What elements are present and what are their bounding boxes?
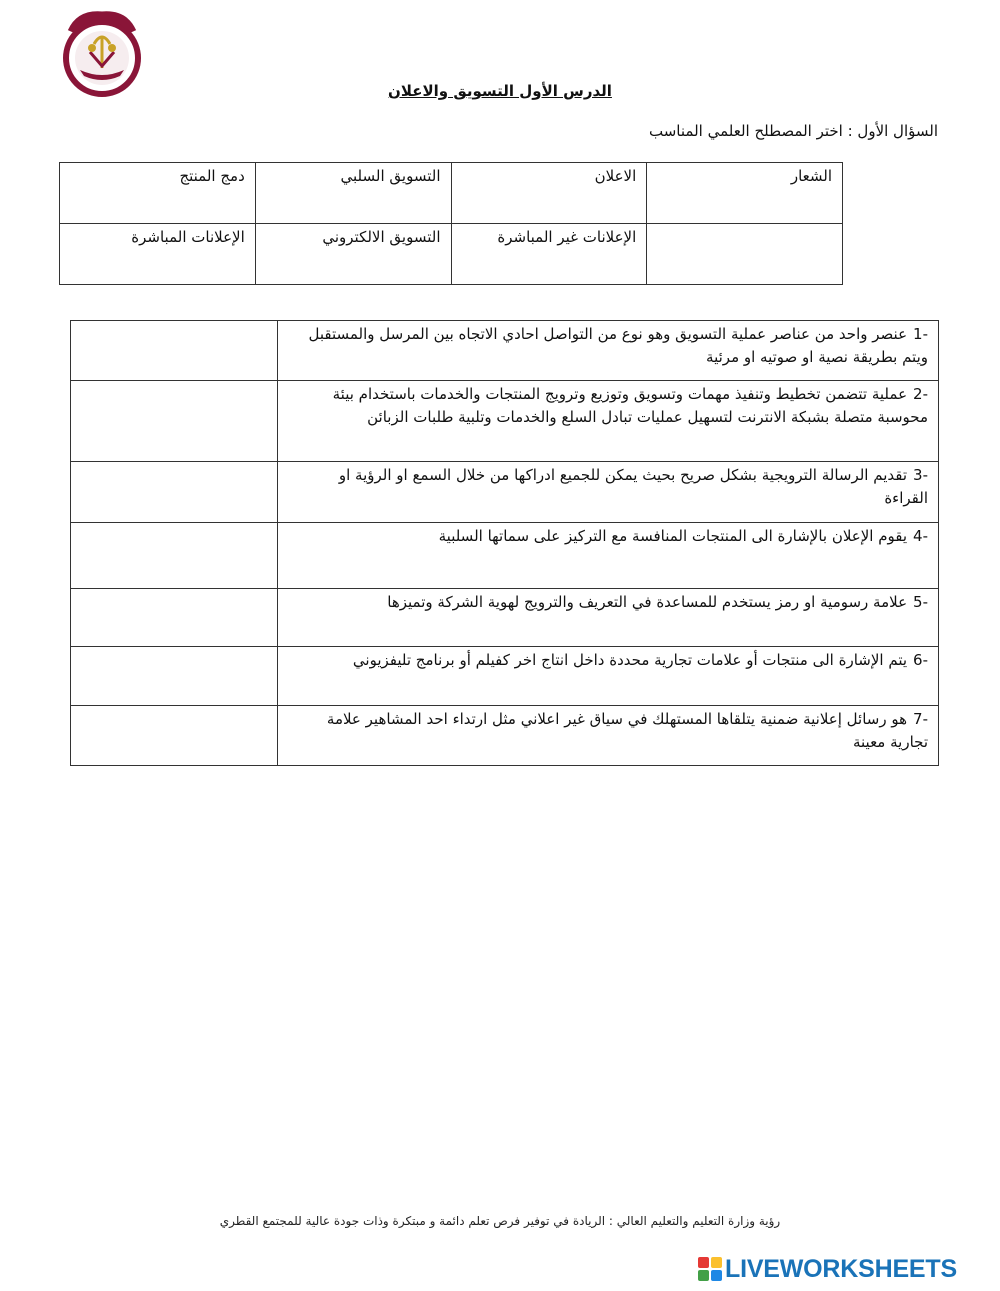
term-cell: الشعار [647,163,843,224]
question-text: عنصر واحد من عناصر عملية التسويق وهو نوع من التواصل احادي الاتجاه بين المرسل والمستقبل ويتم بطريقة نصية او صوتيه او مرئية [308,325,928,366]
question-row [71,381,939,462]
term-cell: التسويق السلبي [255,163,451,224]
question-text: يقوم الإعلان بالإشارة الى المنتجات المنافسة مع التركيز على سماتها السلبية [438,527,908,545]
term-cell: التسويق الالكتروني [255,224,451,285]
answer-field[interactable] [71,381,278,462]
liveworksheets-brand[interactable] [698,1256,957,1282]
lesson-title: الدرس الأول التسويق والاعلان [388,82,612,100]
question-number: -3 [913,466,928,484]
answer-field[interactable] [71,523,278,589]
answer-field[interactable] [71,647,278,706]
answer-field[interactable] [71,706,278,766]
term-cell: دمج المنتج [60,163,256,224]
questions-table [70,320,939,766]
terms-row [60,224,843,285]
answer-field[interactable] [71,462,278,523]
question-text-cell [278,462,939,523]
question-text-cell [278,523,939,589]
question-text-cell [278,589,939,647]
question-text-cell [278,321,939,381]
qatar-emblem-icon [50,8,155,100]
ministry-vision-footer: رؤية وزارة التعليم والتعليم العالي : الريادة في توفير فرص تعلم دائمة و مبتكرة وذات جودة عالية للمجتمع القطري [219,1214,781,1228]
answer-field[interactable] [71,321,278,381]
question-number: -5 [913,593,928,611]
question-text-cell [278,706,939,766]
question-row [71,462,939,523]
question-row [71,647,939,706]
question-number: -6 [913,651,928,669]
question-text: عملية تتضمن تخطيط وتنفيذ مهمات وتسويق وتوزيع وترويج المنتجات والخدمات باستخدام بيئة محوسبة متصلة بشبكة الانترنت لتسهيل عمليات تبادل السلع والخدمات وتلبية طلبات الزبائن [332,385,928,426]
term-cell: الإعلانات غير المباشرة [451,224,647,285]
question-number: -4 [913,527,928,545]
term-cell [647,224,843,285]
question-row [71,589,939,647]
brand-name: LIVEWORKSHEETS [725,1254,957,1283]
question-number: -2 [913,385,928,403]
question-text: يتم الإشارة الى منتجات أو علامات تجارية محددة داخل انتاج اخر كفيلم أو برنامج تليفزيوني [352,651,908,669]
question-text-cell [278,381,939,462]
term-cell: الإعلانات المباشرة [60,224,256,285]
question-number: -1 [913,325,928,343]
question-text: علامة رسومية او رمز يستخدم للمساعدة في التعريف والترويج لهوية الشركة وتميزها [387,593,908,611]
question-heading: السؤال الأول : اختر المصطلح العلمي المناسب [649,122,938,140]
liveworksheets-logo-icon [698,1257,722,1281]
terms-row [60,163,843,224]
question-text-cell [278,647,939,706]
question-number: -7 [913,710,928,728]
question-text: تقديم الرسالة الترويجية بشكل صريح بحيث يمكن للجميع ادراكها من خلال السمع او الرؤية او القراءة [338,466,928,507]
ministry-logo [50,8,155,100]
question-row [71,321,939,381]
question-text: هو رسائل إعلانية ضمنية يتلقاها المستهلك في سياق غير اعلاني مثل ارتداء احد المشاهير علامة تجارية معينة [326,710,928,751]
answer-field[interactable] [71,589,278,647]
question-row [71,523,939,589]
terms-table [59,162,843,285]
term-cell: الاعلان [451,163,647,224]
question-row [71,706,939,766]
